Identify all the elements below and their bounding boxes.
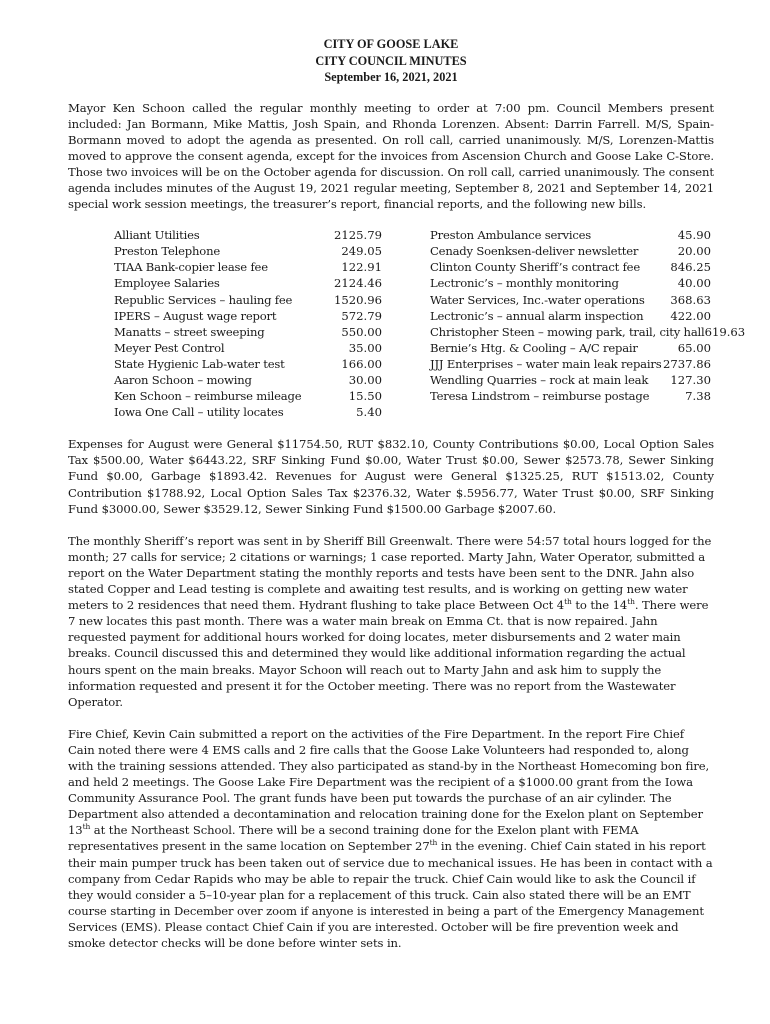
bill-amount: 550.00	[341, 324, 382, 339]
bill-name: Republic Services – hauling fee	[114, 292, 293, 307]
bill-amount: 15.50	[348, 389, 382, 404]
bill-row	[114, 259, 382, 275]
bill-amount: 2125.79	[334, 228, 382, 243]
bill-name: Clinton County Sheriff’s contract fee	[430, 260, 641, 275]
bill-row	[114, 243, 382, 259]
bill-row	[430, 340, 711, 356]
fire-text-2: at the Northeast School. There will be a second training done for the Exelon plant with FEMA representatives present in the same location on September 27	[68, 823, 639, 854]
sheriff-text-1: The monthly Sheriff’s report was sent in by Sheriff Bill Greenwalt. There were 54:57 total hours logged for the month; 27 calls for service; 2 citations or warnings; 1 case reported. Marty Jahn, Water Operator, submitted a report on the Water Department stating the monthly reports and tests have been sent to the DNR. Jahn also stated Copper and Lead testing is complete and awaiting test results, and is working on getting new water meters to 2 residences that need them. Hydrant flushing to take place Between Oct 4	[68, 533, 712, 613]
fire-text-3: in the evening. Chief Cain stated in his report their main pumper truck has been taken out of service due to mechanical issues. He has been in contact with a company from Cedar Rapids who may be able to repair the truck. Chief Cain would like to ask the Council if they would consider a 5–10-year plan for a replacement of this truck. Cain also stated there will be an EMT course starting in December over zoom if anyone is interested in being a part of the Emergency Management Services (EMS). Please contact Chief Cain if you are interested. October will be fire prevention week and smoke detector checks will be done before winter sets in.	[68, 839, 713, 950]
bill-row	[114, 308, 382, 324]
bill-amount: 619.63	[704, 324, 746, 339]
bill-name: Ken Schoon – reimburse mileage	[114, 389, 302, 404]
bill-amount: 122.91	[341, 260, 382, 275]
fire-department-paragraph	[68, 726, 714, 951]
bill-name: Teresa Lindstrom – reimburse postage	[430, 389, 650, 404]
bill-row	[114, 227, 382, 243]
bill-amount: 30.00	[348, 373, 382, 387]
minutes-page	[68, 36, 746, 951]
bill-amount: 65.00	[677, 340, 711, 355]
bill-amount: 166.00	[341, 356, 382, 371]
bill-name: Employee Salaries	[114, 276, 220, 291]
bill-amount: 45.90	[677, 228, 711, 243]
bill-amount: 2124.46	[334, 276, 382, 291]
bill-name: Aaron Schoon – mowing	[114, 373, 252, 387]
sheriff-text-3: . There were 7 new locates this past month. There was a water main break on Emma Ct. that is now repaired. Jahn requested payment for additional hours worked for doing locates, meter disbursements and 2 water main breaks. Council discussed this and determined they would like additional information regarding the actual hours spent on the main breaks. Mayor Schoon will reach out to Marty Jahn and ask him to supply the information requested and present it for the October meeting. There was no report from the Wastewater Operator.	[68, 598, 709, 709]
bill-name: Bernie’s Htg. & Cooling – A/C repair	[430, 340, 638, 355]
bills-list	[68, 227, 746, 420]
bill-row	[430, 243, 711, 259]
bill-row	[114, 404, 382, 420]
bill-amount: 846.25	[670, 260, 711, 275]
bill-name: Cenady Soenksen-deliver newsletter	[430, 244, 639, 259]
bill-row	[114, 388, 382, 404]
bill-amount: 1520.96	[334, 292, 382, 307]
bill-row	[430, 259, 711, 275]
bill-name: Manatts – street sweeping	[114, 324, 265, 339]
city-name: CITY OF GOOSE LAKE	[323, 37, 459, 51]
document-header	[68, 36, 714, 86]
bill-name: TIAA Bank-copier lease fee	[114, 260, 268, 275]
bill-name: Preston Telephone	[114, 244, 221, 259]
bill-row	[430, 227, 711, 243]
intro-paragraph: Mayor Ken Schoon called the regular monthly meeting to order at 7:00 pm. Council Members present included: Jan Bormann, Mike Mattis, Josh Spain, and Rhonda Lorenzen. Absent: Darrin Farrell. M/S, Spain-Bormann moved to adopt the agenda as presented. On roll call, carried unanimously. M/S, Lorenzen-Mattis moved to approve the consent agenda, except for the invoices from Ascension Church and Goose Lake C-Store. Those two invoices will be on the October agenda for discussion. On roll call, carried unanimously. The consent agenda includes minutes of the August 19, 2021 regular meeting, September 8, 2021 and September 14, 2021 special work session meetings, the treasurer’s report, financial reports, and the following new bills.	[68, 100, 714, 212]
bills-right-column	[430, 227, 746, 420]
bill-row	[430, 292, 711, 308]
bill-amount: 20.00	[677, 244, 711, 259]
bill-amount: 249.05	[341, 244, 382, 259]
document-title: CITY COUNCIL MINUTES	[315, 53, 467, 68]
bill-row	[114, 275, 382, 291]
fire-sup-2: th	[429, 838, 438, 848]
sheriff-text-2: to the 14	[571, 598, 628, 613]
expenses-paragraph: Expenses for August were General $11754.50, RUT $832.10, County Contributions $0.00, Local Option Sales Tax $500.00, Water $6443.22, SRF Sinking Fund $0.00, Water Trust $0.00, Sewer $2573.78, Sewer Sinking Fund $0.00, Garbage $1893.42. Revenues for August were General $1325.25, RUT $1513.02, County Contribution $1788.92, Local Option Sales Tax $2376.32, Water $.5956.77, Water Trust $0.00, SRF Sinking Fund $3000.00, Sewer $3529.12, Sewer Sinking Fund $1500.00 Garbage $2007.60.	[68, 437, 714, 516]
bill-amount: 7.38	[685, 389, 711, 404]
bill-name: IPERS – August wage report	[114, 308, 277, 323]
bill-amount: 422.00	[670, 308, 711, 323]
bill-row	[114, 372, 382, 388]
bill-name: Wendling Quarries – rock at main leak	[430, 373, 649, 387]
bills-left-column	[114, 227, 382, 420]
bill-amount: 40.00	[677, 276, 711, 291]
fire-sup-1: th	[82, 822, 91, 832]
bill-amount: 35.00	[348, 340, 382, 355]
bill-row	[114, 324, 382, 340]
bill-amount: 5.40	[356, 405, 382, 420]
bill-name: Alliant Utilities	[114, 228, 200, 243]
bill-name: JJJ Enterprises – water main leak repairs	[430, 356, 662, 371]
bill-name: Lectronic’s – monthly monitoring	[430, 276, 619, 291]
bill-row	[114, 292, 382, 308]
meeting-date: September 16, 2021, 2021	[324, 70, 458, 84]
bill-name: Lectronic’s – annual alarm inspection	[430, 308, 644, 323]
bill-row	[430, 388, 711, 404]
bill-amount: 127.30	[670, 373, 711, 387]
bill-row	[430, 356, 711, 372]
fire-text-1: Fire Chief, Kevin Cain submitted a report on the activities of the Fire Department. In the report Fire Chief Cain noted there were 4 EMS calls and 2 fire calls that the Goose Lake Volunteers had responded to, along with the training sessions attended. They also participated as stand-by in the Northeast Homecoming bon fire, and held 2 meetings. The Goose Lake Fire Department was the recipient of a $1000.00 grant from the Iowa Community Assurance Pool. The grant funds have been put towards the purchase of an air cylinder. The Department also attended a decontamination and relocation training done for the Exelon plant on September 13	[68, 726, 710, 838]
sheriff-water-paragraph	[68, 533, 714, 710]
bill-name: Water Services, Inc.-water operations	[430, 292, 645, 307]
bill-row	[430, 275, 711, 291]
bill-row	[430, 308, 711, 324]
bill-name: Preston Ambulance services	[430, 228, 592, 243]
bill-row	[114, 340, 382, 356]
bill-name: Meyer Pest Control	[114, 340, 225, 355]
bill-row	[430, 372, 711, 388]
bill-name: Christopher Steen – mowing park, trail, city hall	[430, 324, 705, 339]
bill-name: Iowa One Call – utility locates	[114, 405, 284, 420]
bill-amount: 572.79	[341, 308, 382, 323]
bill-row	[114, 356, 382, 372]
bill-amount: 2737.86	[663, 356, 711, 371]
sheriff-sup-2: th	[627, 597, 635, 607]
bill-amount: 368.63	[670, 292, 711, 307]
sheriff-sup-1: th	[564, 597, 572, 607]
bill-row	[430, 324, 746, 340]
bill-name: State Hygienic Lab-water test	[114, 356, 285, 371]
